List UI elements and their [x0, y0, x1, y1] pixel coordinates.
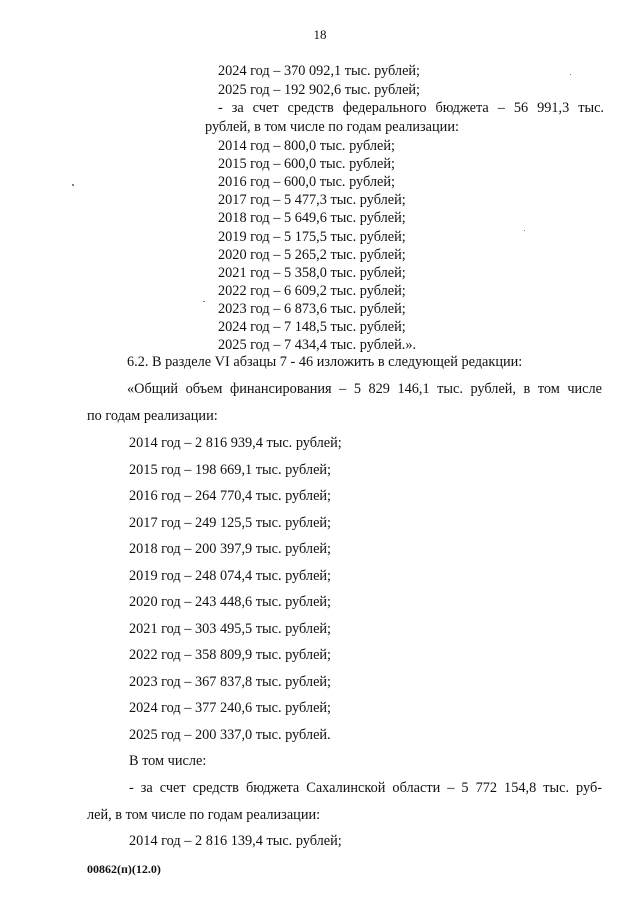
year-line: 2018 год – 200 397,9 тыс. рублей;: [129, 541, 332, 557]
federal-budget-line: - за счет средств федерального бюджета – 56 991,3 тыс.: [218, 100, 604, 116]
year-line: 2024 год – 370 092,1 тыс. рублей;: [218, 63, 421, 79]
including-label: В том числе:: [129, 753, 207, 769]
year-line: 2014 год – 2 816 939,4 тыс. рублей;: [129, 435, 342, 451]
year-line: 2022 год – 6 609,2 тыс. рублей;: [218, 283, 406, 299]
year-line: 2021 год – 5 358,0 тыс. рублей;: [218, 265, 406, 281]
section-heading: 6.2. В разделе VI абзацы 7 - 46 изложить в следующей редакции:: [127, 354, 523, 370]
scan-speck: [72, 184, 74, 186]
year-line: 2014 год – 2 816 139,4 тыс. рублей;: [129, 833, 342, 849]
year-line: 2020 год – 5 265,2 тыс. рублей;: [218, 247, 406, 263]
scan-speck: [570, 74, 571, 75]
scan-speck: [203, 301, 205, 302]
year-line: 2025 год – 7 434,4 тыс. рублей.».: [218, 337, 417, 353]
year-line: 2025 год – 192 902,6 тыс. рублей;: [218, 82, 421, 98]
year-line: 2018 год – 5 649,6 тыс. рублей;: [218, 210, 406, 226]
regional-budget-line: - за счет средств бюджета Сахалинской области – 5 772 154,8 тыс. руб-: [129, 780, 602, 796]
scan-speck: [524, 230, 525, 231]
year-line: 2020 год – 243 448,6 тыс. рублей;: [129, 594, 332, 610]
year-line: 2024 год – 377 240,6 тыс. рублей;: [129, 700, 332, 716]
year-line: 2017 год – 249 125,5 тыс. рублей;: [129, 515, 332, 531]
document-code: 00862(п)(12.0): [87, 862, 161, 876]
year-line: 2019 год – 5 175,5 тыс. рублей;: [218, 229, 406, 245]
year-line: 2024 год – 7 148,5 тыс. рублей;: [218, 319, 406, 335]
year-line: 2015 год – 198 669,1 тыс. рублей;: [129, 462, 332, 478]
year-line: 2022 год – 358 809,9 тыс. рублей;: [129, 647, 332, 663]
total-funding-line-cont: по годам реализации:: [87, 408, 218, 424]
year-line: 2023 год – 367 837,8 тыс. рублей;: [129, 674, 332, 690]
year-line: 2025 год – 200 337,0 тыс. рублей.: [129, 727, 331, 743]
year-line: 2019 год – 248 074,4 тыс. рублей;: [129, 568, 332, 584]
regional-budget-line-cont: лей, в том числе по годам реализации:: [87, 807, 321, 823]
page-number: 18: [313, 27, 327, 42]
year-line: 2023 год – 6 873,6 тыс. рублей;: [218, 301, 406, 317]
year-line: 2015 год – 600,0 тыс. рублей;: [218, 156, 396, 172]
year-line: 2017 год – 5 477,3 тыс. рублей;: [218, 192, 406, 208]
total-funding-line: «Общий объем финансирования – 5 829 146,1 тыс. рублей, в том числе: [127, 381, 602, 397]
year-line: 2016 год – 264 770,4 тыс. рублей;: [129, 488, 332, 504]
year-line: 2016 год – 600,0 тыс. рублей;: [218, 174, 396, 190]
year-line: 2014 год – 800,0 тыс. рублей;: [218, 138, 396, 154]
year-line: 2021 год – 303 495,5 тыс. рублей;: [129, 621, 332, 637]
federal-budget-line-cont: рублей, в том числе по годам реализации:: [205, 119, 459, 135]
